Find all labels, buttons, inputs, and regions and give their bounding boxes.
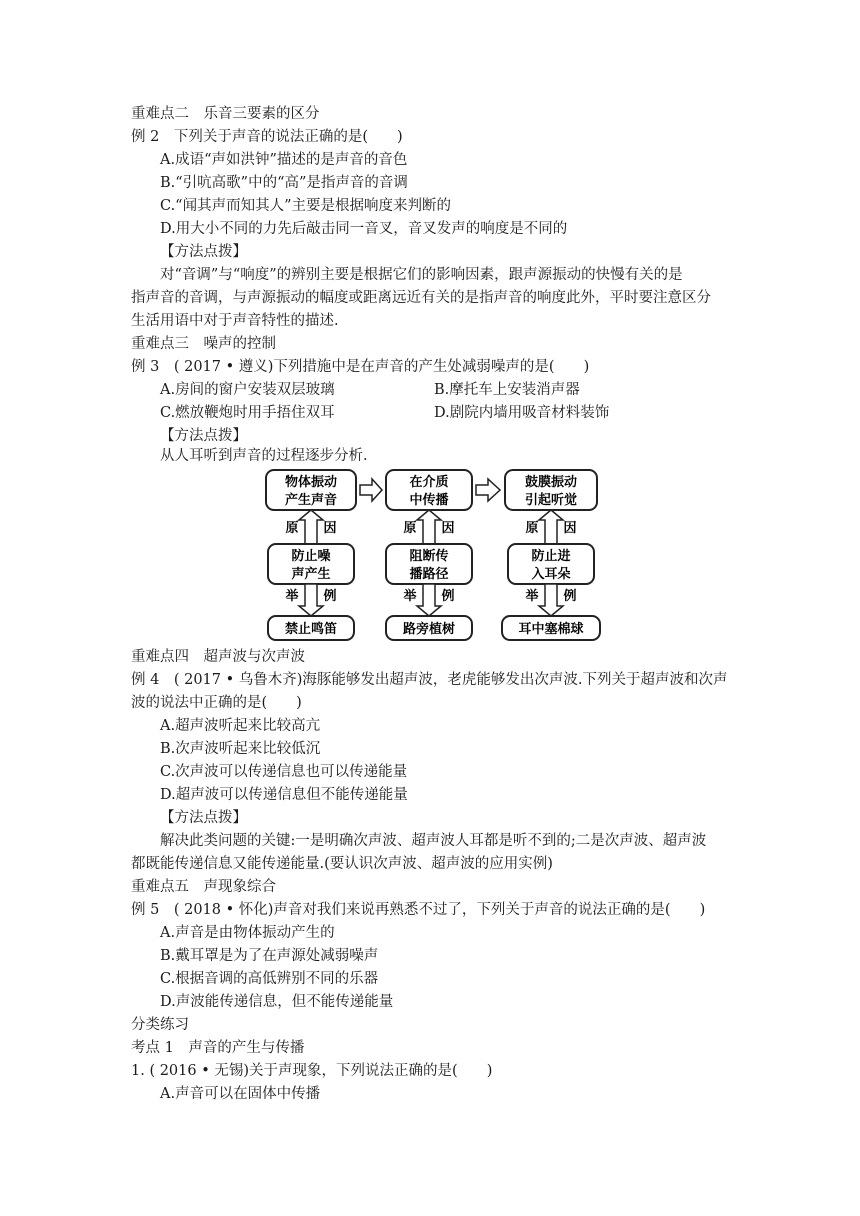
method-tip-label: 【方法点拨】: [160, 428, 247, 444]
option-d: D.超声波可以传递信息但不能传递能量: [160, 787, 408, 803]
option-d: D.用大小不同的力先后敲击同一音叉，音叉发声的响度是不同的: [160, 221, 568, 237]
svg-text:例: 例: [441, 589, 455, 604]
option-c: C.次声波可以传递信息也可以传递能量: [160, 764, 408, 780]
flow-arrow-right: [360, 479, 382, 501]
diagram-mid-3: 入耳朵: [531, 567, 571, 582]
diagram-mid-1: 声产生: [291, 567, 331, 582]
option-b: B.次声波听起来比较低沉: [160, 741, 321, 757]
example-question: 波的说法中正确的是( ): [131, 695, 302, 711]
diagram-mid-3: 防止进: [531, 549, 571, 564]
method-tip-text: 对“音调”与“响度”的辨别主要是根据它们的影响因素，跟声源振动的快慢有关的是: [160, 267, 683, 283]
diagram-top-1: 物体振动: [284, 475, 338, 490]
section-heading: 重难点四 超声波与次声波: [131, 649, 305, 665]
diagram-top-2: 中传播: [409, 493, 449, 508]
svg-text:例: 例: [323, 589, 337, 604]
example-arrow: [284, 584, 336, 616]
reason-arrow: [285, 510, 336, 544]
option-c: C.根据音调的高低辨别不同的乐器: [160, 971, 379, 987]
svg-text:例: 例: [563, 589, 577, 604]
section-heading: 重难点三 噪声的控制: [131, 336, 276, 352]
example-arrow: [402, 584, 454, 616]
diagram-top-3: 引起听觉: [524, 493, 578, 508]
method-tip-text: 从人耳听到声音的过程逐步分析.: [160, 448, 368, 464]
reason-arrow: [403, 510, 454, 544]
option-c: C.“闻其声而知其人”主要是根据响度来判断的: [160, 198, 452, 214]
option-c: C.燃放鞭炮时用手捂住双耳: [160, 405, 335, 421]
method-tip-text: 解决此类问题的关键:一是明确次声波、超声波人耳都是听不到的;二是次声波、超声波: [160, 833, 707, 849]
example-arrow: [524, 584, 576, 616]
diagram-bottom-3: 耳中塞棉球: [518, 622, 584, 637]
diagram-top-2: 在介质: [409, 475, 449, 490]
example-question: 例 3 ( 2017 • 遵义)下列措施中是在声音的产生处减弱噪声的是( ): [131, 359, 590, 375]
option-a: A.超声波听起来比较高亢: [160, 718, 321, 734]
diagram-mid-1: 防止噪: [291, 549, 331, 564]
svg-text:因: 因: [323, 521, 337, 536]
option-b: B.“引吭高歌”中的“高”是指声音的音调: [160, 175, 408, 191]
option-a: A.声音是由物体振动产生的: [160, 925, 335, 941]
practice-heading: 分类练习: [131, 1017, 189, 1033]
noise-control-diagram: [262, 466, 602, 644]
method-tip-label: 【方法点拨】: [160, 244, 247, 260]
option-a: A.成语“声如洪钟”描述的是声音的音色: [160, 152, 408, 168]
diagram-mid-2: 播路径: [409, 567, 449, 582]
option-b: B.戴耳罩是为了在声源处减弱噪声: [160, 948, 379, 964]
option-d: D.声波能传递信息，但不能传递能量: [160, 994, 394, 1010]
example-question: 例 5 ( 2018 • 怀化)声音对我们来说再熟悉不过了，下列关于声音的说法正确的是( ): [131, 902, 706, 918]
option-b: B.摩托车上安装消声器: [434, 382, 580, 398]
svg-text:原: 原: [285, 521, 299, 536]
svg-text:举: 举: [285, 589, 299, 604]
method-tip-label: 【方法点拨】: [160, 810, 247, 826]
svg-text:举: 举: [403, 589, 417, 604]
diagram-top-1: 产生声音: [284, 493, 338, 508]
option-d: D.剧院内墙用吸音材料装饰: [434, 405, 610, 421]
svg-text:原: 原: [403, 521, 417, 536]
method-tip-text: 都既能传递信息又能传递能量.(要认识次声波、超声波的应用实例): [131, 856, 553, 872]
svg-text:原: 原: [525, 521, 539, 536]
flow-arrow-right: [476, 479, 500, 501]
diagram-bottom-2: 路旁植树: [402, 622, 456, 637]
example-question: 例 2 下列关于声音的说法正确的是( ): [131, 129, 403, 145]
method-tip-text: 指声音的音调，与声源振动的幅度或距离远近有关的是指声音的响度此外，平时要注意区分: [131, 290, 711, 306]
section-heading: 重难点二 乐音三要素的区分: [131, 106, 320, 122]
diagram-mid-2: 阻断传: [409, 549, 449, 564]
svg-text:举: 举: [525, 589, 539, 604]
diagram-bottom-1: 禁止鸣笛: [284, 622, 338, 637]
example-question: 例 4 ( 2017 • 乌鲁木齐)海豚能够发出超声波，老虎能够发出次声波.下列关于超声波和次声: [131, 672, 728, 688]
method-tip-text: 生活用语中对于声音特性的描述.: [131, 313, 339, 329]
option-a: A.房间的窗户安装双层玻璃: [160, 382, 335, 398]
reason-arrow: [525, 510, 576, 544]
diagram-top-3: 鼓膜振动: [524, 475, 578, 490]
practice-question: 1. ( 2016 • 无锡)关于声现象，下列说法正确的是( ): [131, 1063, 493, 1079]
section-heading: 重难点五 声现象综合: [131, 879, 276, 895]
exam-point-heading: 考点 1 声音的产生与传播: [131, 1040, 305, 1056]
svg-text:因: 因: [563, 521, 577, 536]
option-a: A.声音可以在固体中传播: [160, 1086, 321, 1102]
svg-text:因: 因: [441, 521, 455, 536]
